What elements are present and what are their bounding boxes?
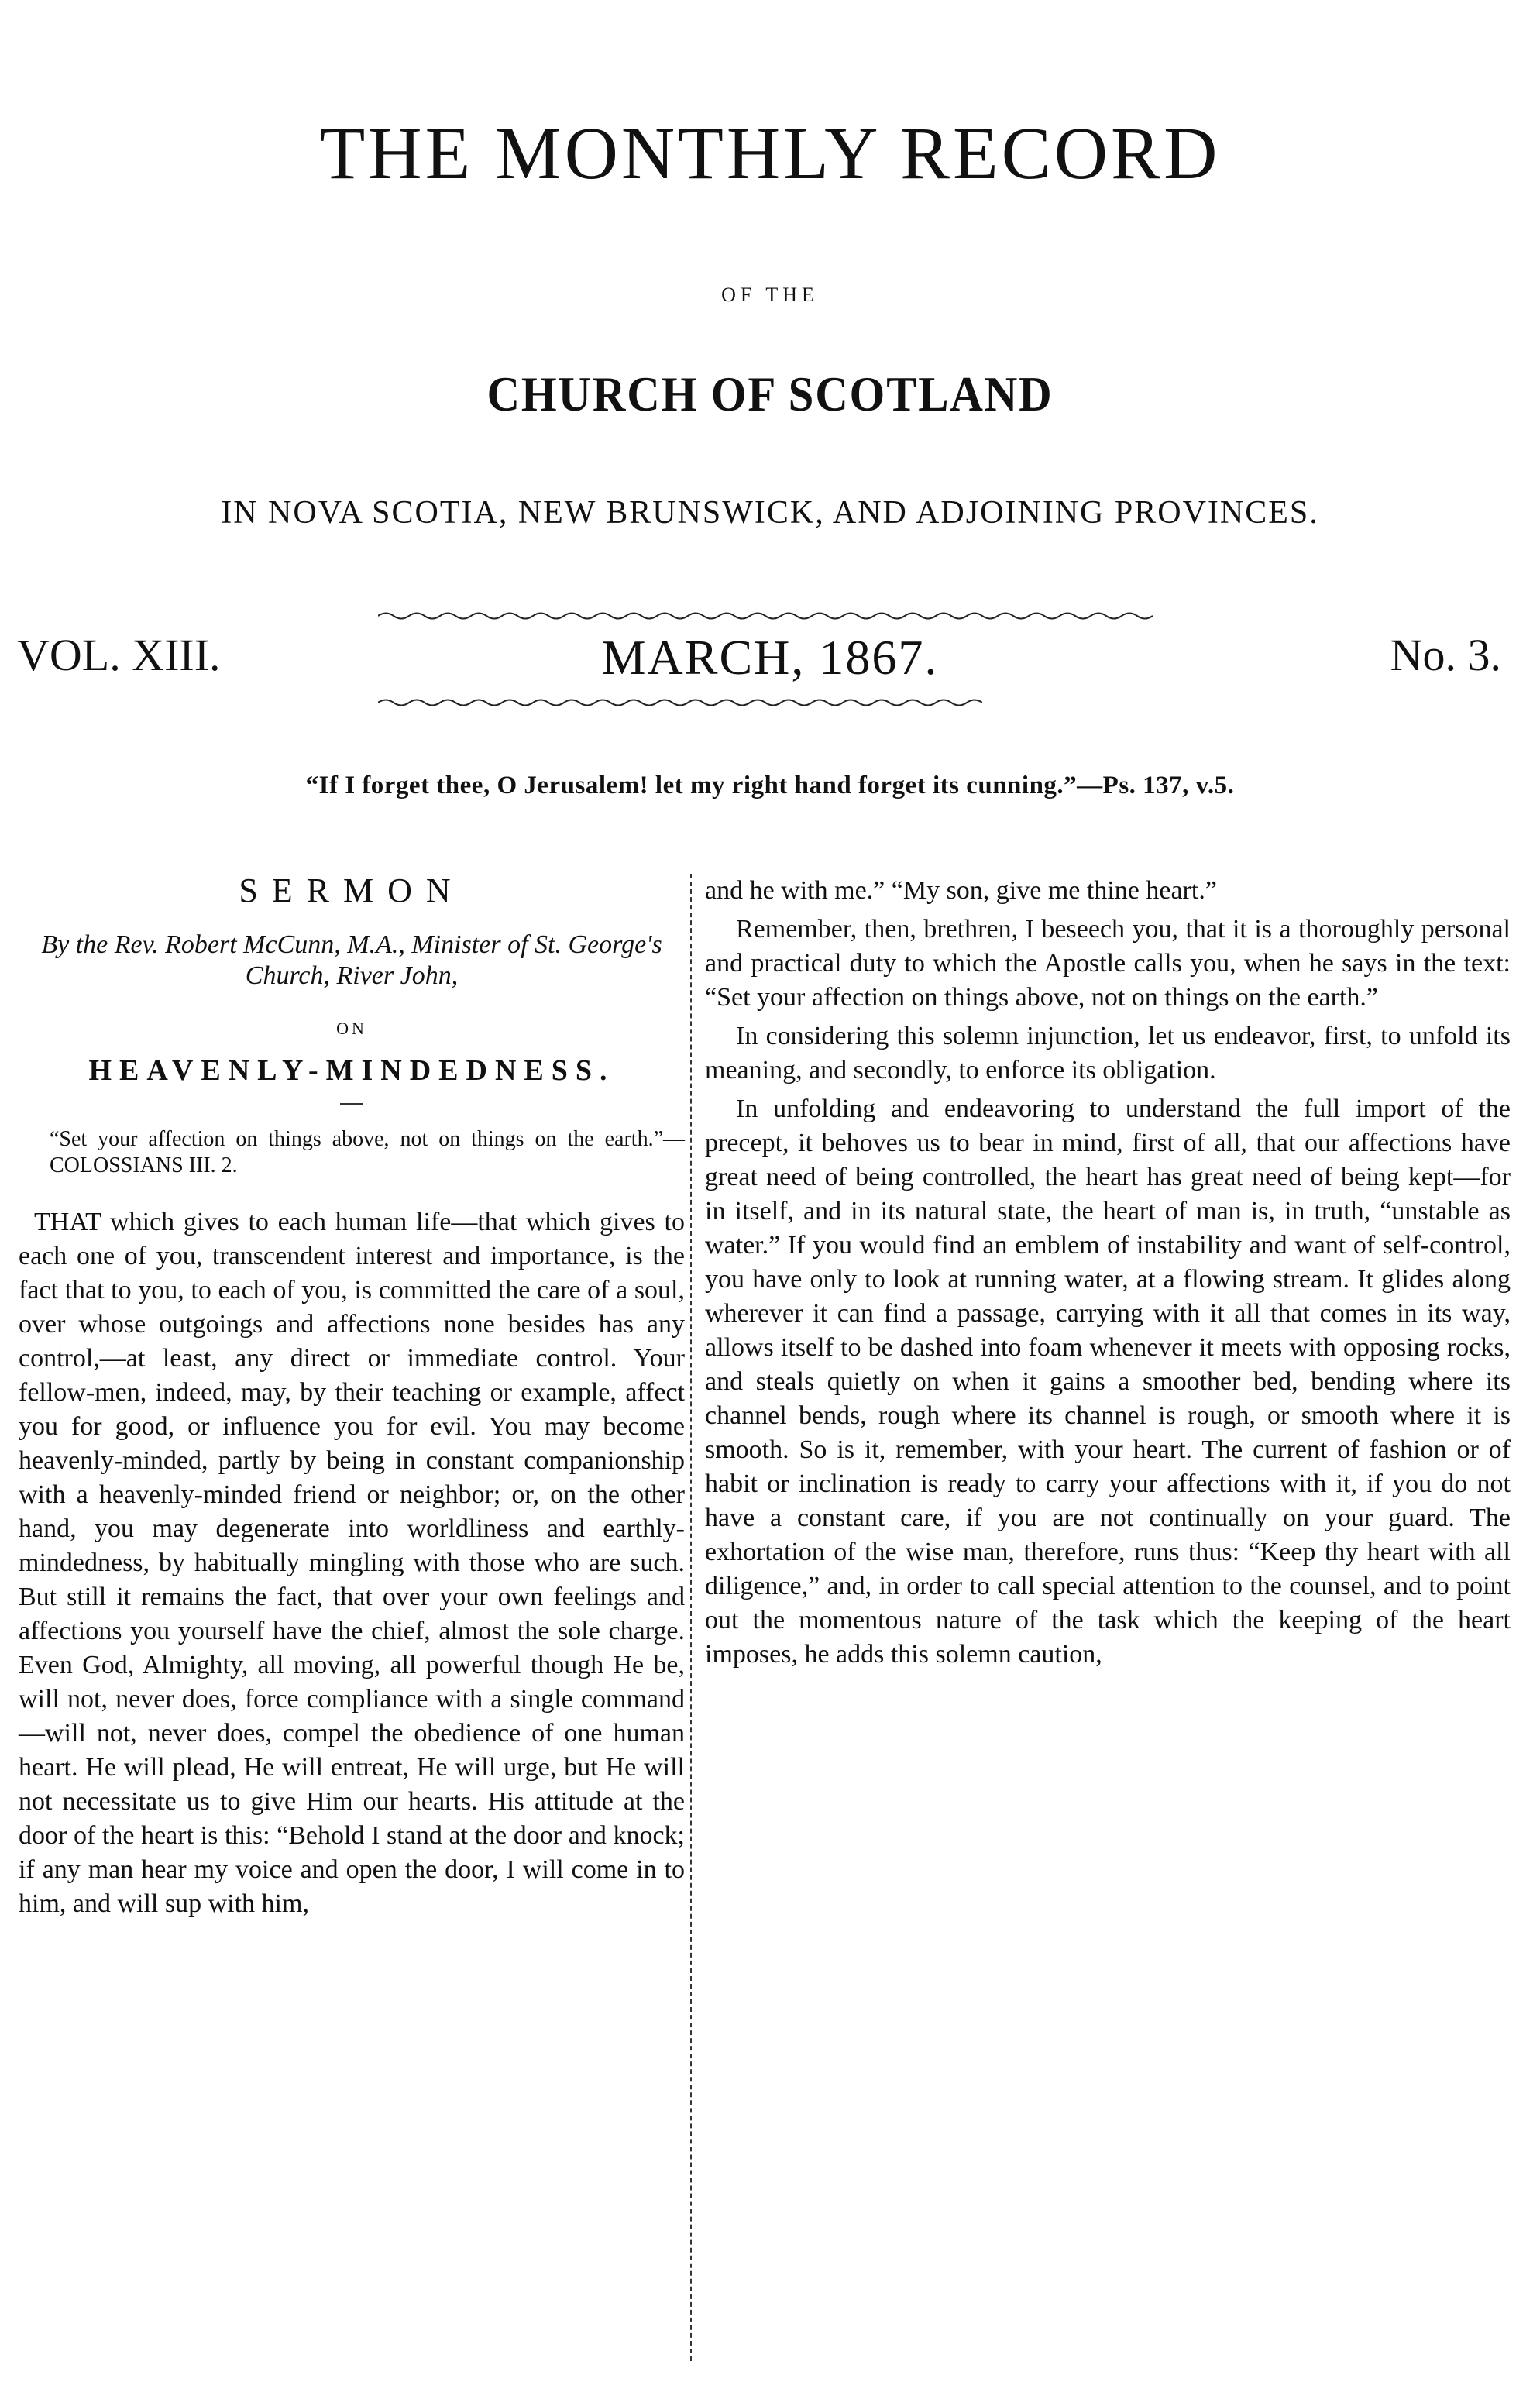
issue-date: MARCH, 1867. [601,630,939,685]
body-paragraph: In unfolding and endeavoring to understand the full import of the precept, it behoves us to bear in mind, first of all, that our affections have great need of being controlled, the heart has great need of being kept—for in itself, and in its natural state, the heart of man is, in truth, “unstable as water.” If you would find an emblem of instability and want of self-control, you have only to look at running water, at a flowing stream. It glides along wherever it can find a passage, carrying with it all that comes in its way, allows itself to be dashed into foam whenever it meets with opposing rocks, and steals quietly on when it gains a smoother bed, bending where its channel bends, rough where its channel is rough, or smooth where it is smooth. So is it, remember, with your heart. The current of fashion or of habit or inclination is ready to carry your affections with it, if you do not have a constant care, if you are not continually on your guard. The exhortation of the wise man, therefore, runs thus: “Keep thy heart with all diligence,” and, in order to call special attention to the counsel, and to point out the momentous nature of the task which the keeping of the heart imposes, he adds this solemn caution, [705,1095,1511,1669]
body-paragraph: In considering this solemn injunction, let us endeavor, first, to unfold its meaning, and secondly, to enforce its obligation. [705,1022,1511,1085]
body-paragraph: Remember, then, brethren, I beseech you, that it is a thoroughly personal and practical duty to which the Apostle calls you, when he says in the text: “Set your affection on things above, not on things on the earth.” [705,915,1511,1012]
wavy-rule-bottom [378,697,982,708]
of-the-line: OF THE [721,284,819,306]
column-divider [690,874,692,2361]
provinces-line: IN NOVA SCOTIA, NEW BRUNSWICK, AND ADJOINING PROVINCES. [221,495,1319,531]
sermon-label: SERMON [239,871,465,909]
epigraph: “If I forget thee, O Jerusalem! let my right hand forget its cunning.”—Ps. 137, v.5. [305,772,1235,799]
body-paragraph: THAT which gives to each human life—that which gives to each one of you, transcendent interest and importance, is the fact that to you, to each of you, is committed the care of a soul, over whose outgoings and affections none besides has any control,—at least, any direct or immediate control. Your fellow-men, indeed, may, by their teaching or example, affect you for good, or influence you for evil. You may become heavenly-minded, partly by being in constant companionship with a heavenly-minded friend or neighbor; or, on the other hand, you may degenerate into worldliness and earthly-mindedness, by habitually mingling with those who are such. But still it remains the fact, that over your own feelings and affections you yourself have the chief, almost the sole charge. Even God, Almighty, all moving, all powerful though He be, will not, never does, force compliance with a single command—will not, never does, compel the obedience of one human heart. He will plead, He will entreat, He will urge, but He will not necessitate us to give Him our hearts. His attitude at the door of the heart is this: “Behold I stand at the door and knock; if any man hear my voice and open the door, I will come in to him, and will sup with him, [19,1208,685,1918]
right-column [705,874,1511,1676]
journal-title: THE MONTHLY RECORD [319,112,1221,194]
on-label: ON [336,1019,367,1038]
church-name: CHURCH OF SCOTLAND [486,366,1054,421]
sermon-subject: HEAVENLY-MINDEDNESS. [88,1054,615,1087]
body-paragraph: and he with me.” “My son, give me thine heart.” [705,876,1217,905]
left-column [19,871,685,1926]
scripture-text: “Set your affection on things above, not on things on the earth.”—COLOSSIANS III. 2. [50,1127,685,1177]
sermon-byline: By the Rev. Robert McCunn, M.A., Minister of St. George's Church, River John, [41,930,662,990]
volume-number: VOL. XIII. [17,630,221,680]
issue-number: No. 3. [1390,630,1501,680]
wavy-rule-top [378,610,1160,621]
short-rule [340,1103,363,1105]
